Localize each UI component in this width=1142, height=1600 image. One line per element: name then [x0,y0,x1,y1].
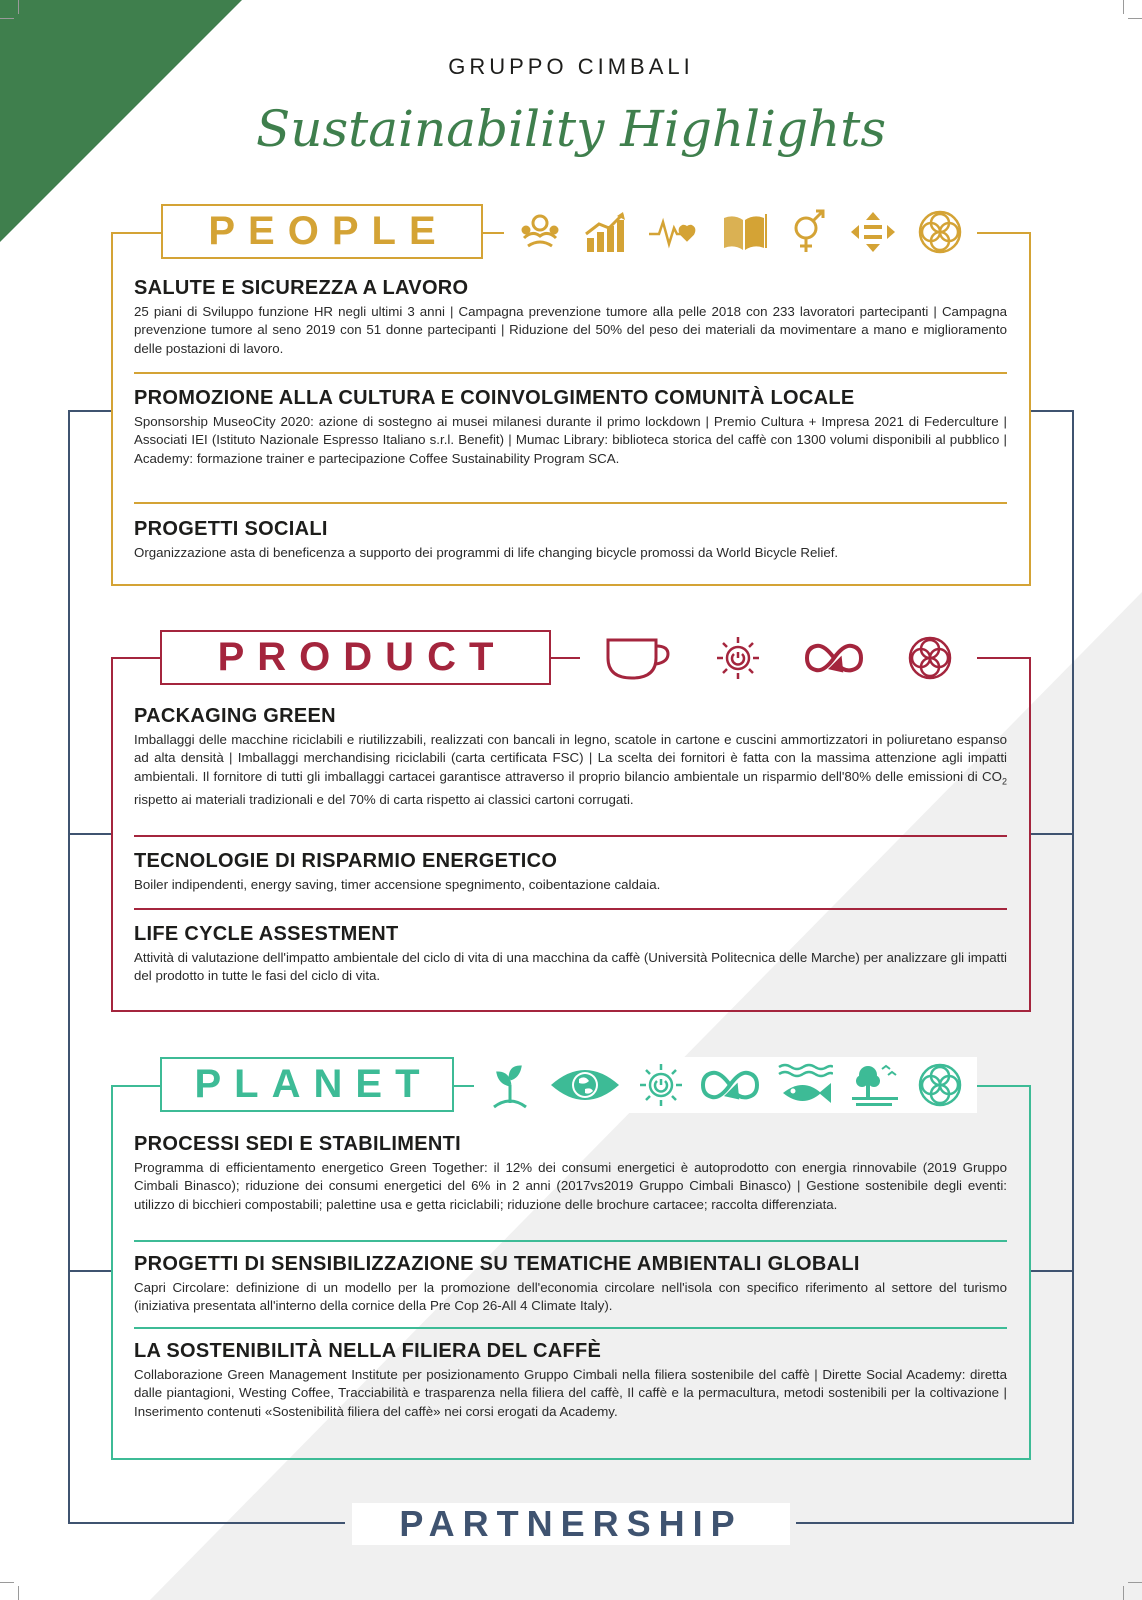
open-book-icon [720,210,768,254]
energy-sun-icon [715,635,761,681]
section-divider [134,908,1007,910]
page-title: Sustainability Highlights [256,100,886,158]
co2-subscript: 2 [1001,776,1007,787]
section-title: TECNOLOGIE DI RISPARMIO ENERGETICO [134,850,558,872]
planet-section-2 [134,1253,1007,1316]
infinity-loop-icon [804,638,864,678]
section-title: LA SOSTENIBILITÀ NELLA FILIERA DEL CAFFÈ [134,1340,602,1362]
planet-icon-row [474,1057,977,1113]
section-title: PACKAGING GREEN [134,705,336,727]
section-divider [134,835,1007,837]
product-section-3 [134,923,1007,986]
section-divider [134,1240,1007,1242]
section-text: 25 piani di Sviluppo funzione HR negli ultimi 3 anni | Campagna prevenzione tumore alla pelle 2018 con 233 lavoratori partecipanti | Campagna prevenzione tumore al seno 2019 con 51 donne partecipanti | Riduzione del 50% del peso dei materiali da movimentare a mano e miglioramento delle postazioni di lavoro. [134,304,1007,356]
product-icon-row [580,630,977,686]
people-section-1 [134,277,1007,358]
heartbeat-icon [647,210,699,254]
partnership-label: PARTNERSHIP [352,1503,790,1545]
section-text [134,731,1007,809]
people-label-text: PEOPLE [208,209,449,253]
section-title: PROGETTI SOCIALI [134,518,328,540]
people-label [161,204,483,259]
crop-mark [1128,1582,1142,1583]
flower-circles-icon [917,1062,963,1108]
section-divider [134,372,1007,374]
section-text: Boiler indipendenti, energy saving, timer accensione spegnimento, coibentazione caldaia. [134,877,661,892]
energy-sun-icon [638,1062,684,1108]
people-section-2 [134,387,1007,468]
gender-equality-icon [788,208,828,256]
fish-water-icon [777,1061,833,1109]
planet-label-text: PLANET [194,1062,433,1106]
tree-landscape-icon [850,1061,900,1109]
flower-circles-icon [917,209,963,255]
product-label-text: PRODUCT [217,635,507,679]
crop-mark [0,1582,14,1583]
section-title: PROCESSI SEDI E STABILIMENTI [134,1133,461,1155]
planet-label [160,1057,454,1112]
crop-mark [0,18,14,19]
crop-mark [1123,0,1124,14]
coffee-cup-icon [604,634,672,682]
product-section-2 [134,850,1007,894]
people-icon-row [504,204,977,260]
product-label [160,630,551,685]
flower-circles-icon [907,635,953,681]
growth-chart-icon [583,210,627,254]
section-text: Sponsorship MuseoCity 2020: azione di sostegno ai musei milanesi durante il primo lockdown | Premio Cultura + Impresa 2021 di Federculture | Associati IEI (Istituto Nazionale Espresso Italiano s.r.l. Benefit) | Mumac Library: biblioteca storica del caffè con 1300 volumi disponibili al pubblico | Academy: formazione trainer e partecipazione Coffee Sustainability Program SCA. [134,414,1007,466]
section-text: Programma di efficientamento energetico Green Together: il 12% dei consumi energetici è autoprodotto con energia rinnovabile (2019 Gruppo Cimbali Binasco); riduzione dei consumi energetici del 6% in 2 anni (2017vs2019 Gruppo Cimbali Binasco) | Gestione sostenibile degli eventi: utilizzo di bicchieri compostabili; palettine usa e getta riciclabili; riduzione delle brochure cartacee; raccolta differenziata. [134,1160,1007,1212]
crop-mark [1128,18,1142,19]
planet-section-1 [134,1133,1007,1214]
globe-eye-icon [549,1063,621,1107]
planet-section-3 [134,1340,1007,1421]
crop-mark [18,1586,19,1600]
packaging-text-before: Imballaggi delle macchine riciclabili e riutilizzabili, realizzati con bancali in legno, scatole in cartone e cuscini ammortizzatori in poliuretano espanso ad alta densità | Imballaggi merchandising riciclabili (carta certificata FSC) | La scelta dei fornitori è fatta con la massima attenzione agli impatti ambientali. Il fornitore di tutti gli imballaggi cartacei garantisce attraverso il proprio bilancio ambientale un risparmio dell'80% delle emissioni di CO [134,732,1007,784]
crop-mark [1123,1586,1124,1600]
section-text: Attività di valutazione dell'impatto ambientale del ciclo di vita di una macchina da caffè (Università Politecnica delle Marche) per analizzare gli impatti del prodotto in tutte le fasi del ciclo di vita. [134,950,1007,984]
packaging-text-after: rispetto ai materiali tradizionali e del 70% di carta rispetto ai classici cartoni corrugati. [134,791,634,807]
section-text: Collaborazione Green Management Institute per posizionamento Gruppo Cimbali nella filiera sostenibile del caffè | Dirette Social Academy: diretta dalle piantagioni, Westing Coffee, Tracciabilità e trasparenza nella filiera del caffè, Il caffè e la permacultura, metodi sostenibili per la coltivazione | Inserimento contenuti «Sostenibilità filiera del caffè» nei corsi erogati da Academy. [134,1367,1007,1419]
section-text: Capri Circolare: definizione di un modello per la promozione dell'economia circolare nell'isola con specifico riferimento al settore del turismo (iniziativa presentata all'interno della cornice della Pre Cop 26-All 4 Climate Italy). [134,1280,1007,1314]
people-hands-icon [518,210,562,254]
section-divider [134,502,1007,504]
section-title: PROMOZIONE ALLA CULTURA E COINVOLGIMENTO COMUNITÀ LOCALE [134,387,855,409]
sprout-icon [488,1061,532,1109]
product-section-1 [134,705,1007,809]
section-divider [134,1327,1007,1329]
infinity-loop-icon [700,1065,760,1105]
section-title: SALUTE E SICUREZZA A LAVORO [134,277,469,299]
people-section-3 [134,518,1007,562]
section-title: PROGETTI DI SENSIBILIZZAZIONE SU TEMATICHE AMBIENTALI GLOBALI [134,1253,860,1275]
arrows-equal-icon [849,210,897,254]
section-title: LIFE CYCLE ASSESTMENT [134,923,399,945]
brand-name: GRUPPO CIMBALI [448,54,694,79]
section-text: Organizzazione asta di beneficenza a supporto dei programmi di life changing bicycle promossi da World Bicycle Relief. [134,545,839,560]
crop-mark [18,0,19,14]
